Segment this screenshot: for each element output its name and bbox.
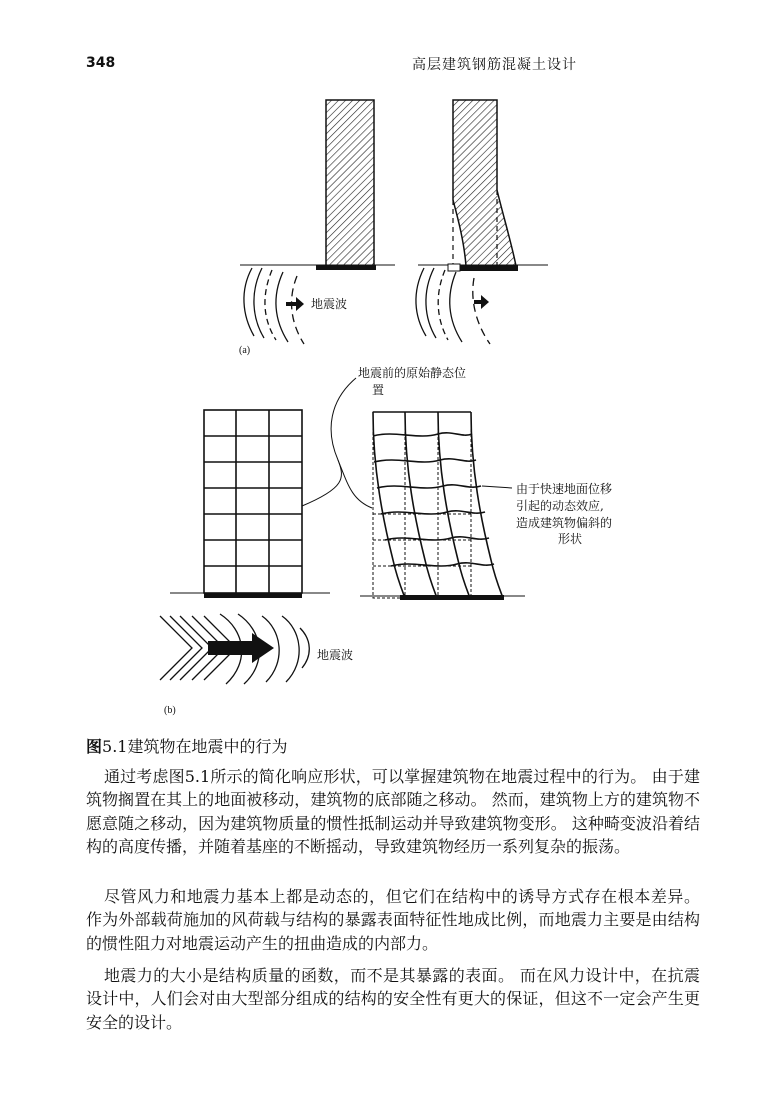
page-number: 348 (86, 55, 116, 71)
annotation-original-line2: 置 (372, 383, 385, 397)
caption-number: 图 (86, 737, 103, 756)
leader-line-original-2 (338, 460, 372, 508)
leader-line-dynamic (482, 486, 512, 488)
annotation-dynamic-1: 由于快速地面位移 (516, 482, 613, 496)
annotation-dynamic-3: 造成建筑物偏斜的 (516, 516, 613, 530)
figure-caption (86, 734, 287, 757)
caption-text: 5.1建筑物在地震中的行为 (102, 737, 288, 756)
wave-arrow-left (286, 297, 304, 311)
running-header: 高层建筑钢筋混凝土设计 (412, 57, 577, 73)
part-b-label: (b) (164, 705, 176, 716)
wave-arrow-right (474, 295, 489, 309)
annotation-dynamic-4: 形状 (558, 532, 583, 546)
frame-original-dashed (373, 412, 471, 598)
leader-line-original (302, 378, 356, 506)
building-deformed (418, 100, 548, 271)
paragraph-2: 尽管风力和地震力基本上都是动态的，但它们在结构中的诱导方式存在根本差异。 作为外部载荷施加的风荷载与结构的暴露表面特征性地成比例，而地震力主要是由结构的惯性阻力对地震运动产生的扭曲造成的内部力。 (86, 887, 700, 953)
annotation-dynamic-2: 引起的动态效应, (516, 499, 604, 513)
building-at-rest (240, 100, 395, 270)
ground-waves-right (416, 268, 490, 344)
wave-label-a-left: 地震波 (311, 297, 348, 311)
paragraph-1: 通过考虑图5.1所示的简化响应形状，可以掌握建筑物在地震过程中的行为。 由于建筑物搁置在其上的地面被移动，建筑物的底部随之移动。 然而，建筑物上方的建筑物不愿意随之移动，因为建筑物质量的惯性抵制运动并导致建筑物变形。 这种畸变波沿着结构的高度传播，并随着基座的不断摇动，导致建筑物经历一系列复杂的振荡。 (86, 767, 700, 857)
wave-label-b: 地震波 (317, 648, 354, 662)
part-a-label: (a) (239, 345, 251, 356)
paragraph-3: 地震力的大小是结构质量的函数，而不是其暴露的表面。 而在风力设计中，在抗震设计中，人们会对由大型部分组成的结构的安全性有更大的保证，但这不一定会产生更安全的设计。 (86, 966, 700, 1032)
annotation-original-line1: 地震前的原始静态位 (358, 366, 467, 380)
frame-at-rest (204, 410, 302, 593)
